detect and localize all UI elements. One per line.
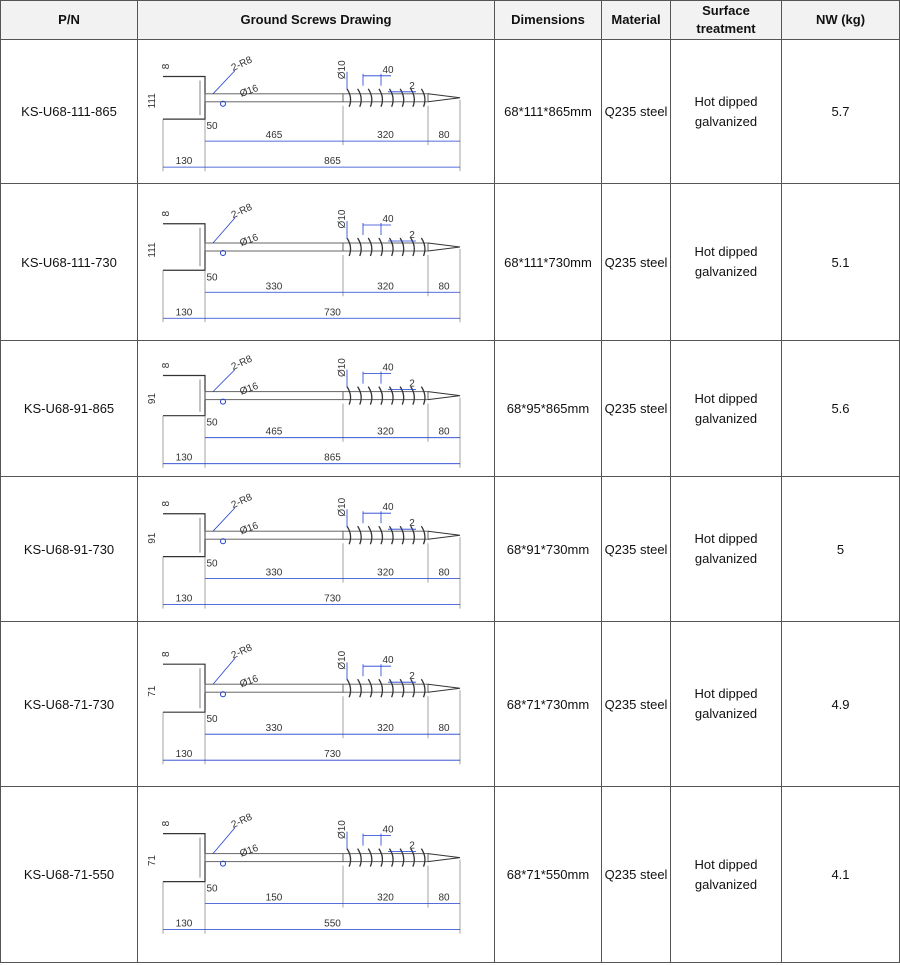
thread-turn xyxy=(358,526,362,544)
thread-turn xyxy=(421,526,425,544)
radius-label: 2-R8 xyxy=(229,201,255,221)
overall-label: 730 xyxy=(324,306,341,318)
net-weight-cell: 5 xyxy=(782,477,900,622)
screw-tip xyxy=(428,853,460,861)
radius-label: 2-R8 xyxy=(229,491,255,511)
thread-turn xyxy=(358,238,362,256)
thread-end-label: 2 xyxy=(409,517,415,529)
screw-label: 320 xyxy=(377,892,394,904)
surface-cell: Hot dipped galvanized xyxy=(671,477,782,622)
radius-leader xyxy=(213,507,235,530)
screw-tip xyxy=(428,391,460,399)
screw-drawing-cell xyxy=(138,477,495,622)
radius-label: 2-R8 xyxy=(229,641,255,662)
hole-label: Ø16 xyxy=(238,231,260,249)
rod-label: Ø10 xyxy=(337,497,348,517)
thread-turn xyxy=(368,679,372,697)
radius-leader xyxy=(213,827,235,853)
screw-tip xyxy=(428,531,460,539)
screw-tip xyxy=(428,93,460,101)
ground-screw-drawing xyxy=(138,623,493,786)
rod-label: Ø10 xyxy=(337,650,348,670)
thread-end-label: 2 xyxy=(409,840,415,852)
rod-label: Ø10 xyxy=(337,209,348,228)
bracket-label: 130 xyxy=(175,452,193,464)
bracket-label: 130 xyxy=(175,155,193,167)
material-cell: Q235 steel xyxy=(602,787,671,963)
rod-label: Ø10 xyxy=(337,819,348,839)
pitch-label: 40 xyxy=(382,501,394,513)
thread-turn xyxy=(368,526,372,544)
ground-screw-drawing xyxy=(138,788,493,962)
part-number-cell: KS-U68-111-865 xyxy=(1,40,138,184)
screw-body xyxy=(343,684,428,692)
bracket-outline xyxy=(163,223,205,270)
bracket-outline xyxy=(163,375,205,415)
surface-cell: Hot dipped galvanized xyxy=(671,787,782,963)
thread-end-label: 2 xyxy=(409,80,415,92)
overall-label: 730 xyxy=(324,593,341,605)
table-row xyxy=(1,341,900,477)
part-number-cell: KS-U68-71-550 xyxy=(1,787,138,963)
screw-label: 320 xyxy=(377,567,394,579)
shaft xyxy=(205,93,343,101)
header-pn: P/N xyxy=(1,1,138,40)
thread-turn xyxy=(379,526,383,544)
screw-tip xyxy=(428,243,460,251)
pitch-label: 40 xyxy=(382,362,394,374)
overall-label: 550 xyxy=(324,918,341,930)
thread-turn xyxy=(379,88,383,106)
screw-body xyxy=(343,853,428,861)
dimensions-cell: 68*91*730mm xyxy=(495,477,602,622)
screw-tip xyxy=(428,684,460,692)
thread-turn xyxy=(368,848,372,866)
dimensions-cell: 68*95*865mm xyxy=(495,341,602,477)
offset-label: 50 xyxy=(206,417,218,429)
tip-label: 80 xyxy=(438,892,450,904)
tab-label: 8 xyxy=(161,500,172,507)
tip-label: 80 xyxy=(438,280,450,292)
table-row xyxy=(1,184,900,341)
ground-screw-drawing xyxy=(138,478,493,621)
offset-label: 50 xyxy=(206,120,218,132)
tip-label: 80 xyxy=(438,567,450,579)
surface-cell: Hot dipped galvanized xyxy=(671,341,782,477)
radius-label: 2-R8 xyxy=(229,353,255,373)
header-material: Material xyxy=(602,1,671,40)
thread-end-label: 2 xyxy=(409,670,415,682)
tab-label: 8 xyxy=(161,63,172,69)
thread-turn xyxy=(421,848,425,866)
tab-label: 8 xyxy=(161,650,172,657)
thread-turn xyxy=(379,848,383,866)
thread-turn xyxy=(358,679,362,697)
shaft-label: 330 xyxy=(265,280,283,292)
material-cell: Q235 steel xyxy=(602,40,671,184)
shaft-label: 330 xyxy=(265,567,283,579)
screw-body xyxy=(343,391,428,399)
thread-turn xyxy=(347,679,351,697)
bracket-outline xyxy=(163,513,205,556)
height-label: 71 xyxy=(147,854,158,866)
material-cell: Q235 steel xyxy=(602,622,671,787)
screw-label: 320 xyxy=(377,129,394,141)
part-number-cell: KS-U68-91-865 xyxy=(1,341,138,477)
hole-label: Ø16 xyxy=(238,842,260,860)
radius-leader xyxy=(213,217,235,242)
part-number-cell: KS-U68-91-730 xyxy=(1,477,138,622)
thread-turn xyxy=(347,386,351,404)
hole-label: Ø16 xyxy=(238,519,260,537)
header-surface: Surface treatment xyxy=(671,1,782,40)
net-weight-cell: 5.1 xyxy=(782,184,900,341)
header-nw: NW (kg) xyxy=(782,1,900,40)
offset-label: 50 xyxy=(206,271,218,283)
tip-label: 80 xyxy=(438,722,450,734)
radius-leader xyxy=(213,369,235,391)
thread-end-label: 2 xyxy=(409,378,415,390)
table-row xyxy=(1,477,900,622)
thread-turn xyxy=(358,848,362,866)
dimensions-cell: 68*111*730mm xyxy=(495,184,602,341)
thread-turn xyxy=(379,238,383,256)
dimensions-cell: 68*71*730mm xyxy=(495,622,602,787)
bracket-label: 130 xyxy=(175,748,193,760)
dimensions-cell: 68*71*550mm xyxy=(495,787,602,963)
part-number-cell: KS-U68-71-730 xyxy=(1,622,138,787)
shaft xyxy=(205,243,343,251)
thread-turn xyxy=(421,679,425,697)
tip-label: 80 xyxy=(438,426,450,438)
part-number-cell: KS-U68-111-730 xyxy=(1,184,138,341)
rod-label: Ø10 xyxy=(337,59,348,79)
bracket-label: 130 xyxy=(175,306,193,318)
thread-turn xyxy=(379,386,383,404)
net-weight-cell: 4.1 xyxy=(782,787,900,963)
shaft xyxy=(205,684,343,692)
radius-leader xyxy=(213,658,235,684)
table-row xyxy=(1,622,900,787)
shaft xyxy=(205,853,343,861)
table-row xyxy=(1,787,900,963)
tab-label: 8 xyxy=(161,820,172,826)
thread-turn xyxy=(347,526,351,544)
thread-turn xyxy=(347,88,351,106)
surface-cell: Hot dipped galvanized xyxy=(671,622,782,787)
radius-leader xyxy=(213,70,235,93)
material-cell: Q235 steel xyxy=(602,184,671,341)
overall-label: 730 xyxy=(324,748,341,760)
header-dimensions: Dimensions xyxy=(495,1,602,40)
thread-turn xyxy=(421,238,425,256)
bracket-outline xyxy=(163,833,205,881)
shaft-label: 465 xyxy=(265,426,283,438)
screw-drawing-cell xyxy=(138,787,495,963)
thread-turn xyxy=(368,386,372,404)
net-weight-cell: 4.9 xyxy=(782,622,900,787)
tab-label: 8 xyxy=(161,210,172,217)
ground-screw-drawing xyxy=(138,185,493,340)
thread-turn xyxy=(347,848,351,866)
overall-label: 865 xyxy=(324,452,341,464)
thread-turn xyxy=(368,88,372,106)
radius-label: 2-R8 xyxy=(229,54,255,74)
shaft-label: 465 xyxy=(265,129,283,141)
rod-label: Ø10 xyxy=(337,357,348,377)
hole-label: Ø16 xyxy=(238,82,260,100)
dimensions-cell: 68*111*865mm xyxy=(495,40,602,184)
offset-label: 50 xyxy=(206,713,218,725)
height-label: 71 xyxy=(147,685,158,697)
height-label: 111 xyxy=(147,92,158,108)
pitch-label: 40 xyxy=(382,64,394,76)
offset-label: 50 xyxy=(206,558,218,570)
thread-end-label: 2 xyxy=(409,229,415,241)
screw-label: 320 xyxy=(377,426,394,438)
tab-label: 8 xyxy=(161,362,172,368)
table-row xyxy=(1,40,900,184)
radius-label: 2-R8 xyxy=(229,811,255,831)
screw-drawing-cell xyxy=(138,40,495,184)
thread-turn xyxy=(421,88,425,106)
shaft xyxy=(205,391,343,399)
bracket-outline xyxy=(163,76,205,119)
shaft xyxy=(205,531,343,539)
height-label: 91 xyxy=(147,392,158,404)
bracket-label: 130 xyxy=(175,918,193,930)
shaft-label: 150 xyxy=(265,892,283,904)
thread-turn xyxy=(358,386,362,404)
height-label: 91 xyxy=(147,532,158,544)
surface-cell: Hot dipped galvanized xyxy=(671,40,782,184)
pitch-label: 40 xyxy=(382,213,394,225)
tip-label: 80 xyxy=(438,129,450,141)
bracket-outline xyxy=(163,664,205,712)
header-drawing: Ground Screws Drawing xyxy=(138,1,495,40)
ground-screw-drawing xyxy=(138,41,493,183)
thread-turn xyxy=(347,238,351,256)
screw-body xyxy=(343,531,428,539)
overall-label: 865 xyxy=(324,155,341,167)
header-row xyxy=(1,1,900,40)
bracket-label: 130 xyxy=(175,593,193,605)
shaft-label: 330 xyxy=(265,722,283,734)
material-cell: Q235 steel xyxy=(602,341,671,477)
pitch-label: 40 xyxy=(382,654,394,666)
screw-body xyxy=(343,243,428,251)
thread-turn xyxy=(358,88,362,106)
net-weight-cell: 5.6 xyxy=(782,341,900,477)
hole-label: Ø16 xyxy=(238,380,260,398)
surface-cell: Hot dipped galvanized xyxy=(671,184,782,341)
hole-label: Ø16 xyxy=(238,672,260,690)
pitch-label: 40 xyxy=(382,824,394,836)
thread-turn xyxy=(368,238,372,256)
ground-screw-drawing xyxy=(138,342,493,476)
thread-turn xyxy=(379,679,383,697)
screw-drawing-cell xyxy=(138,622,495,787)
screw-body xyxy=(343,93,428,101)
offset-label: 50 xyxy=(206,883,218,895)
screw-drawing-cell xyxy=(138,184,495,341)
height-label: 111 xyxy=(147,241,158,258)
screw-label: 320 xyxy=(377,722,394,734)
net-weight-cell: 5.7 xyxy=(782,40,900,184)
screw-label: 320 xyxy=(377,280,394,292)
thread-turn xyxy=(421,386,425,404)
material-cell: Q235 steel xyxy=(602,477,671,622)
screw-drawing-cell xyxy=(138,341,495,477)
